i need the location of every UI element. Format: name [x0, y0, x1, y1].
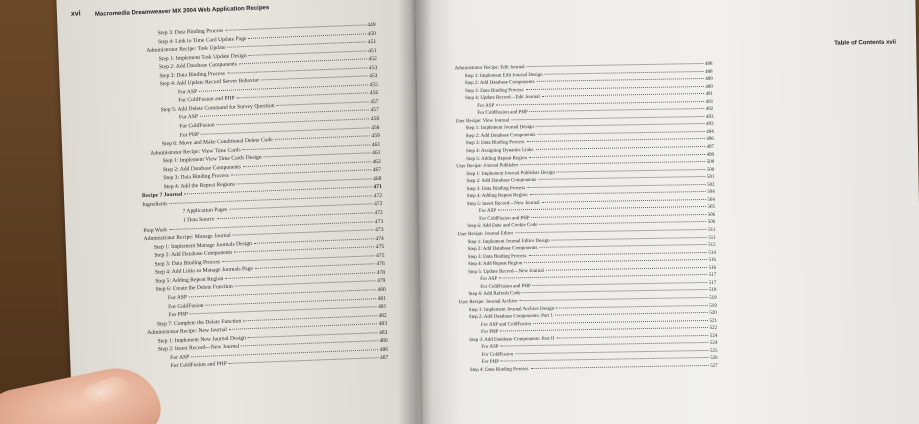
toc-entry-page: 491	[705, 99, 714, 105]
toc-leader-dots	[536, 78, 703, 82]
toc-entry-title: Step 1: Implement Journal Editor Design	[467, 238, 550, 245]
toc-entry-title: For ColdFusion	[168, 302, 204, 310]
toc-entry-title: Ingredients	[142, 201, 168, 209]
toc-entry-title: Administrator Recipe: Task Update	[146, 44, 226, 54]
toc-entry-page: 483	[378, 329, 388, 336]
toc-leader-dots	[542, 199, 706, 203]
toc-entry-page: 458	[370, 115, 380, 123]
toc-entry-title: For ASP	[170, 354, 190, 361]
toc-leader-dots	[533, 282, 707, 286]
toc-entry-page: 472	[373, 201, 383, 208]
toc-entry-page: 461	[372, 150, 381, 157]
toc-leader-dots	[542, 93, 704, 97]
toc-leader-dots	[515, 350, 708, 354]
toc-entry-title: 7 Application Pages	[182, 207, 228, 216]
toc-leader-dots	[528, 252, 706, 256]
toc-entry-title: For PHP	[481, 359, 500, 366]
toc-entry-title: Step 2: Add Database Components	[162, 164, 242, 174]
toc-entry-page: 511	[708, 227, 716, 233]
toc-entry-title: For ASP	[167, 294, 188, 302]
toc-entry-title: For ASP	[177, 88, 198, 96]
toc-entry-title: Step 3: Data Binding Process	[464, 87, 524, 94]
toc-entry-page: 500	[706, 167, 715, 173]
toc-leader-dots	[501, 327, 708, 332]
toc-entry-page: 453	[368, 64, 378, 72]
left-page-number: xvi	[70, 10, 81, 18]
toc-entry-page: 519	[709, 303, 717, 309]
toc-entry-page: 475	[375, 244, 385, 251]
toc-entry-page: 525	[709, 348, 718, 354]
toc-leader-dots	[526, 86, 704, 90]
toc-entry-title: For ColdFusion and PHP	[480, 283, 531, 290]
toc-entry-page: 456	[369, 90, 379, 97]
toc-entry-page: 457	[370, 107, 379, 114]
toc-entry-page: 450	[367, 30, 377, 37]
toc-leader-dots	[239, 59, 367, 65]
toc-entry-page: 472	[373, 192, 383, 200]
toc-leader-dots	[527, 184, 705, 188]
right-page	[415, 0, 919, 424]
toc-entry-page: 517	[708, 273, 717, 279]
toc-leader-dots	[243, 161, 371, 167]
toc-entry-page: 473	[374, 218, 384, 225]
toc-leader-dots	[556, 335, 707, 339]
toc-entry-title: Step 5: Adding Repeat Region	[466, 155, 527, 162]
toc-leader-dots	[261, 76, 367, 81]
toc-entry-page: 488	[704, 61, 713, 67]
toc-entry-page: 481	[377, 295, 387, 302]
toc-entry-page: 451	[368, 47, 377, 54]
toc-entry-title: Administrator Recipe: Edit Journal	[454, 65, 525, 72]
toc-entry-page: 504	[707, 190, 715, 196]
book-gutter	[398, 0, 432, 424]
toc-entry-page: 489	[705, 76, 713, 83]
toc-entry-title: For ASP	[477, 103, 495, 109]
toc-entry-title: For ColdFusion and PHP	[477, 110, 528, 117]
toc-entry-title: Step 2: Add Database Components	[158, 61, 238, 71]
toc-entry-title: Step 1: Implement Manage Journals Design	[153, 240, 253, 251]
toc-entry-page: 486	[379, 338, 388, 345]
toc-leader-dots	[229, 358, 378, 365]
toc-leader-dots	[255, 264, 375, 270]
toc-entry-page: 517	[708, 280, 717, 286]
toc-entry-page: 473	[374, 227, 384, 234]
toc-entry-title: For ColdFusion and PHP	[479, 215, 530, 222]
toc-entry-title: For ColdFusion	[179, 122, 215, 130]
toc-entry-title: Step 2: Add Database Components	[464, 80, 535, 87]
toc-entry-page: 497	[706, 144, 715, 150]
toc-leader-dots	[243, 315, 376, 321]
toc-leader-dots	[276, 101, 368, 106]
toc-entry-title: Step 3: Data Binding Process	[465, 140, 525, 147]
toc-entry-title: Step 2: Add Database Components	[154, 249, 233, 259]
toc-leader-dots	[511, 116, 704, 120]
toc-entry-title: Step 4: Assigning Dynamic Links	[465, 147, 534, 155]
toc-entry-title: Step 5: Insert Record—New Journal	[466, 200, 540, 207]
toc-leader-dots	[537, 131, 704, 135]
toc-entry-page: 452	[368, 56, 378, 63]
toc-entry-title: Step 3: Add Database Components: Part II	[469, 336, 555, 343]
toc-entry-page: 504	[707, 197, 715, 203]
toc-entry-page: 492	[705, 107, 714, 113]
toc-leader-dots	[556, 304, 707, 308]
toc-entry-title: Step 2: Add Database Components	[465, 132, 536, 140]
toc-entry-page: 458	[371, 124, 380, 131]
toc-leader-dots	[546, 267, 707, 271]
toc-entry-page: 461	[371, 141, 381, 148]
toc-leader-dots	[529, 154, 705, 158]
toc-entry-page: 494	[706, 129, 714, 135]
toc-entry-title: Step 4: Update Record—Edit Journal	[465, 95, 540, 102]
toc-entry-page: 487	[379, 355, 389, 362]
toc-entry-title: Administrator Recipe: Manage Journal	[143, 232, 231, 243]
toc-entry-title: Step 4: Adding Repeat Region	[466, 193, 528, 200]
toc-entry-page: 479	[376, 278, 386, 285]
toc-entry-title: Step 2: Insert Record—New Journal	[157, 343, 240, 353]
toc-entry-title: Step 5: Add Delete Command for Survey Question	[160, 102, 275, 114]
toc-entry-page: 476	[376, 261, 385, 268]
toc-entry-page: 467	[372, 167, 382, 174]
toc-entry-page: 475	[375, 252, 385, 259]
toc-entry-title: For PHP	[481, 329, 499, 336]
toc-entry-page: 520	[709, 310, 717, 316]
toc-leader-dots	[515, 229, 706, 233]
toc-leader-dots	[254, 238, 374, 244]
toc-leader-dots	[545, 71, 704, 75]
toc-leader-dots	[241, 340, 377, 346]
toc-leader-dots	[527, 63, 703, 67]
toc-entry-title: Step 5: Update Record—New Journal	[468, 268, 544, 275]
toc-entry-title: For ASP	[479, 209, 497, 215]
toc-entry-title: Step 6: Add Date and Cookie Code	[467, 223, 538, 230]
toc-entry-title: Step 2: Add Database Components	[467, 246, 538, 253]
toc-leader-dots	[552, 237, 707, 241]
toc-entry-title: Administrator Recipe: View Time Cards	[150, 146, 241, 157]
toc-entry-title: Step 4: Add Update Record Server Behavior	[159, 77, 260, 88]
toc-entry-title: For ASP	[480, 276, 498, 283]
toc-entry-page: 516	[708, 258, 716, 264]
toc-entry-title: For ASP	[178, 114, 199, 122]
toc-entry-title: User Recipe: Journal Archive	[458, 299, 518, 306]
toc-leader-dots	[501, 357, 708, 362]
toc-entry-title: Step 2: Add Database Components	[466, 178, 537, 185]
toc-entry-page: 506	[707, 220, 716, 226]
toc-leader-dots	[248, 33, 365, 38]
toc-entry-page: 501	[706, 175, 715, 181]
toc-entry-title: Step 5: Adding Repeat Region	[155, 275, 224, 285]
toc-entry-page: 499	[706, 152, 715, 158]
toc-entry-title: Step 1: Implement View Time Cards Design	[162, 154, 262, 165]
toc-leader-dots	[536, 123, 704, 127]
toc-entry-title: Step 3: Data Binding Process	[159, 70, 226, 80]
toc-entry-title: User Recipe: Journal Publisher	[456, 163, 519, 170]
toc-entry-page: 471	[373, 184, 382, 191]
toc-entry-page: 506	[707, 212, 716, 218]
toc-leader-dots	[557, 169, 705, 173]
toc-entry-title: Step 1: Implement Journal Publisher Design	[466, 170, 555, 177]
toc-leader-dots	[237, 93, 368, 99]
toc-entry-page: 491	[705, 92, 714, 98]
toc-leader-dots	[535, 146, 704, 150]
toc-entry-title: Step 3: Data Binding Process	[466, 185, 526, 192]
toc-entry-page: 482	[378, 312, 387, 319]
toc-entry-title: Step 3: Data Binding Process	[163, 173, 229, 182]
toc-entry-page: 455	[369, 81, 379, 89]
toc-entry-page: 480	[377, 286, 386, 294]
toc-entry-page: 486	[379, 346, 389, 353]
toc-entry-title: User Recipe: View Journal	[455, 118, 510, 125]
toc-entry-title: Step 2: Add Database Components: Part 1	[468, 313, 554, 321]
toc-entry-page: 468	[372, 175, 382, 183]
toc-entry-page: 524	[709, 333, 718, 339]
toc-leader-dots	[533, 320, 708, 324]
toc-entry-title: Step 6: Add Refresh Code	[468, 291, 521, 298]
toc-leader-dots	[248, 332, 377, 338]
toc-entry-title: Step 6: Move and Make Conditional Delete Code	[161, 137, 273, 148]
toc-leader-dots	[526, 138, 704, 142]
toc-leader-dots	[524, 259, 706, 263]
toc-entry-title: Step 4: Link to Time Card Update Page	[157, 35, 247, 45]
toc-entry-page: 514	[708, 250, 716, 256]
toc-entry-title: 1 Data Source	[182, 216, 215, 224]
toc-entry-title: For ColdFusion and PHP	[178, 95, 235, 105]
toc-entry-title: Step 3: Data Binding Process	[467, 253, 527, 260]
toc-leader-dots	[530, 191, 706, 195]
toc-entry-page: 449	[367, 22, 376, 29]
toc-entry-page: 505	[707, 205, 716, 211]
toc-leader-dots	[530, 365, 708, 369]
toc-entry-title: For ASP	[481, 344, 499, 351]
toc-entry-title: Step 1: Implement Journal Archive Design	[468, 306, 555, 313]
toc-entry-page: 518	[708, 288, 717, 294]
toc-entry-title: Step 1: Implement New Journal Design	[157, 334, 247, 345]
toc-entry-page: 478	[376, 269, 386, 277]
toc-entry-title: Step 4: Add Links to Manage Journals Page	[154, 266, 254, 276]
toc-entry-title: For ColdFusion	[481, 352, 514, 358]
toc-leader-dots	[530, 108, 704, 112]
toc-leader-dots	[539, 244, 706, 248]
toc-entry-page: 516	[708, 265, 717, 271]
toc-entry-page: 519	[709, 295, 717, 301]
toc-entry-page: 496	[706, 137, 714, 143]
toc-leader-dots	[538, 176, 705, 180]
toc-entry-page: 524	[709, 341, 718, 347]
toc-entry-page: 527	[710, 363, 718, 369]
toc-entry-page: 488	[705, 69, 713, 75]
toc-entry-page: 502	[707, 182, 715, 188]
toc-entry-title: For PHP	[168, 311, 189, 319]
toc-entry-title: For ColdFusion and PHP	[170, 361, 228, 370]
toc-entry-title: Step 1: Implement Edit Journal Design	[464, 72, 543, 79]
toc-entry-page: 521	[709, 318, 718, 324]
toc-entry-title: User Recipe: Journal Editor	[457, 231, 514, 238]
toc-entry-title: Prep Work	[143, 226, 168, 234]
toc-entry-page: 459	[371, 133, 380, 140]
toc-entry-page: 522	[709, 325, 718, 332]
toc-leader-dots	[520, 161, 704, 165]
toc-entry-page: 512	[708, 242, 716, 249]
toc-entry-page: 474	[375, 235, 384, 242]
toc-entry-page: 493	[706, 122, 714, 128]
toc-entry-title: For PHP	[179, 131, 200, 139]
toc-entry-title: Administrator Recipe: New Journal	[147, 327, 228, 337]
left-page	[55, 0, 455, 424]
toc-entry-page: 457	[370, 98, 379, 106]
toc-entry-title: Recipe 7 Journal	[141, 191, 183, 200]
left-running-header: Macromedia Dreamweaver MX 2004 Web Application Recipes	[94, 5, 270, 18]
toc-entry-page: 511	[708, 235, 716, 241]
toc-entry-title: Step 3: Data Binding Process	[154, 258, 221, 268]
toc-entry-page: 526	[710, 356, 718, 362]
toc-entry-title: Step 1: Implement Journal Design	[465, 125, 534, 132]
toc-entry-page: 500	[706, 159, 715, 166]
toc-leader-dots	[249, 50, 367, 56]
toc-leader-dots	[540, 221, 706, 225]
toc-leader-dots	[275, 135, 370, 140]
right-running-header: Table of Contents xvii	[834, 39, 897, 47]
toc-entry-title: Step 4: Add the Repeat Regions	[163, 181, 236, 191]
toc-leader-dots	[237, 178, 371, 184]
toc-leader-dots	[523, 289, 707, 293]
toc-entry-title: Step 4: Add Repeat Region	[467, 261, 523, 268]
toc-entry-page: 490	[705, 84, 713, 90]
toc-leader-dots	[520, 297, 707, 301]
toc-entry-page: 493	[705, 114, 714, 120]
toc-leader-dots	[532, 214, 706, 218]
toc-entry-page: 462	[372, 158, 381, 166]
toc-entry-page: 451	[367, 39, 377, 46]
left-toc-list	[136, 21, 389, 372]
toc-entry-title: Step 4: Data Binding Process	[469, 366, 529, 373]
toc-leader-dots	[555, 312, 707, 316]
toc-entry-title: Step 6: Create the Delete Function	[155, 284, 233, 294]
toc-entry-page: 483	[378, 320, 388, 328]
toc-entry-page: 472	[374, 209, 383, 217]
right-toc-list	[454, 61, 717, 375]
toc-entry-page: 453	[369, 73, 378, 80]
toc-leader-dots	[264, 153, 371, 158]
toc-entry-page: 481	[377, 303, 387, 311]
toc-entry-title: Step 1: Implement Task Update Design	[158, 52, 247, 63]
toc-entry-title: Step 7: Complete the Delete Function	[156, 318, 242, 328]
toc-entry-title: Step 3: Data Binding Process	[157, 27, 224, 37]
toc-entry-title: For ASP and ColdFusion	[480, 321, 532, 328]
